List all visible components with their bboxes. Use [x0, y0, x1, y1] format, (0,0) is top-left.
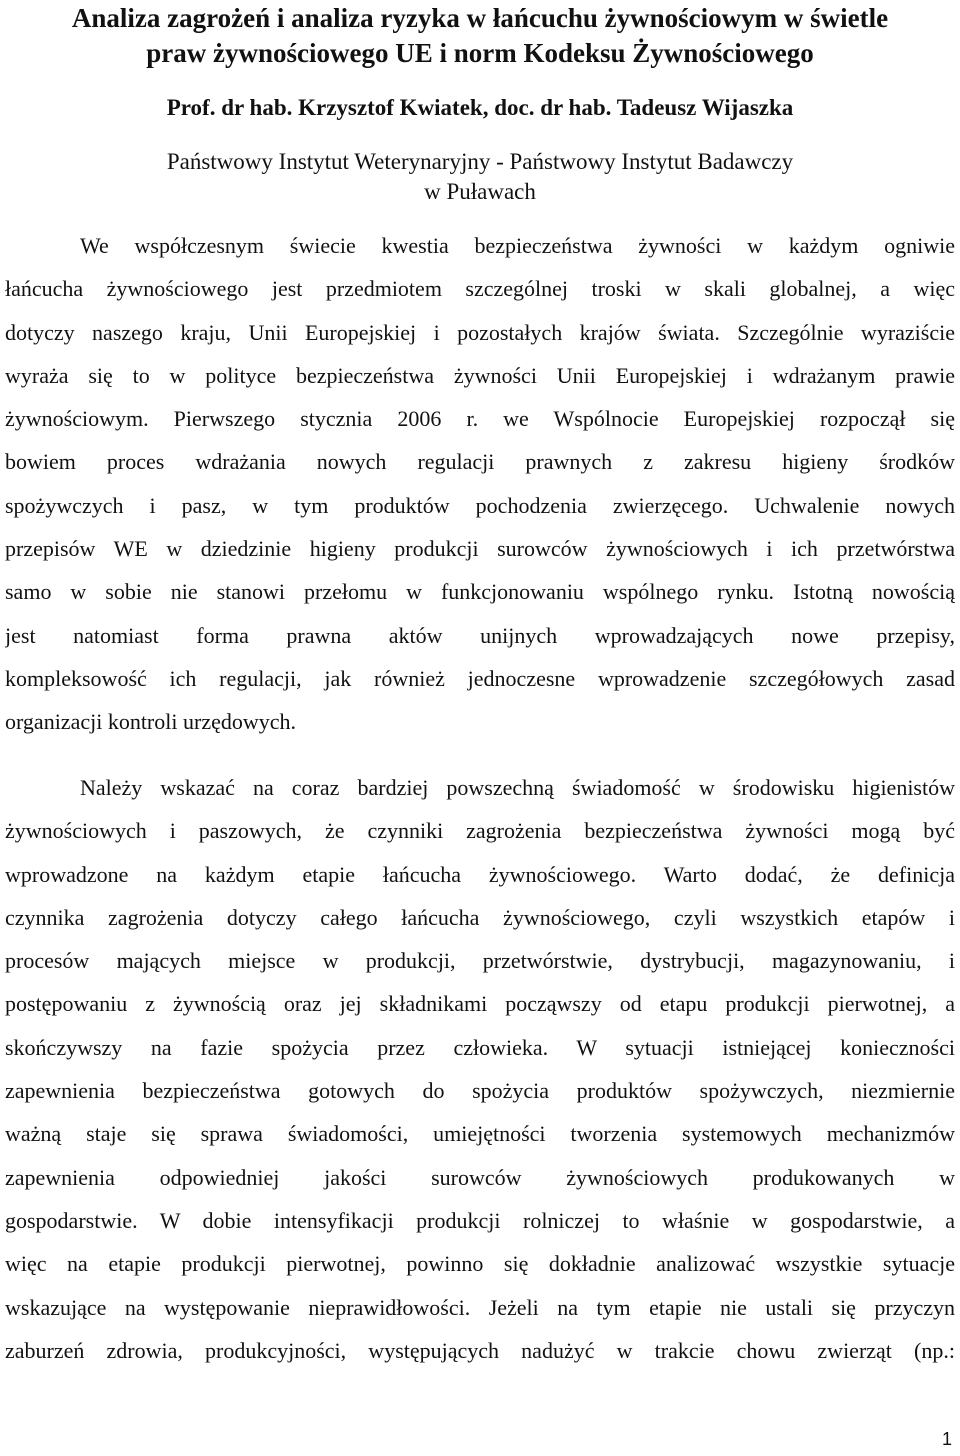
paragraph-line: wyraża się to w polityce bezpieczeństwa żywności Unii Europejskiej i wdrażanym prawie [5, 362, 955, 388]
affiliation-line-2: w Puławach [424, 179, 536, 204]
paragraph-2 [5, 766, 955, 1372]
paragraph-line: dotyczy naszego kraju, Unii Europejskiej i pozostałych krajów świata. Szczególnie wyraziście [5, 319, 955, 345]
paragraph-line: zaburzeń zdrowia, produkcyjności, występujących nadużyć w trakcie chowu zwierząt (np.: [5, 1337, 955, 1363]
paragraph-line: wskazujące na występowanie nieprawidłowości. Jeżeli na tym etapie nie ustali się przyczyn [5, 1294, 955, 1320]
paragraph-line: jest natomiast forma prawna aktów unijnych wprowadzających nowe przepisy, [5, 622, 955, 648]
paragraph-line: zapewnienia bezpieczeństwa gotowych do spożycia produktów spożywczych, niezmiernie [5, 1078, 955, 1104]
paragraph-1 [5, 224, 955, 744]
paragraph-line: żywnościowych i paszowych, że czynniki zagrożenia bezpieczeństwa żywności mogą być [5, 818, 955, 844]
paragraph-line: postępowaniu z żywnością oraz jej składnikami począwszy od etapu produkcji pierwotnej, a [5, 991, 955, 1017]
paragraph-line: samo w sobie nie stanowi przełomu w funkcjonowaniu wspólnego rynku. Istotną nowością [5, 579, 955, 605]
authors: Prof. dr hab. Krzysztof Kwiatek, doc. dr hab. Tadeusz Wijaszka [166, 95, 794, 120]
paragraph-line: We współczesnym świecie kwestia bezpieczeństwa żywności w każdym ogniwie [80, 233, 955, 258]
paragraph-line: spożywczych i pasz, w tym produktów pochodzenia zwierzęcego. Uchwalenie nowych [5, 492, 955, 518]
paragraph-line: kompleksowość ich regulacji, jak również jednoczesne wprowadzenie szczegółowych zasad [5, 665, 955, 691]
affiliation-line-1: Państwowy Instytut Weterynaryjny - Państwowy Instytut Badawczy [166, 149, 794, 174]
paragraph-line: gospodarstwie. W dobie intensyfikacji produkcji rolniczej to właśnie w gospodarstwie, a [5, 1207, 955, 1233]
paragraph-line: więc na etapie produkcji pierwotnej, powinno się dokładnie analizować wszystkie sytuacje [5, 1251, 955, 1277]
document-title [0, 0, 960, 71]
paragraph-line: łańcucha żywnościowego jest przedmiotem szczególnej troski w skali globalnej, a więc [5, 276, 955, 302]
paragraph-line: wprowadzone na każdym etapie łańcucha żywnościowego. Warto dodać, że definicja [5, 861, 955, 887]
title-line-1: Analiza zagrożeń i analiza ryzyka w łańcuchu żywnościowym w świetle [71, 3, 889, 33]
paragraph-line: czynnika zagrożenia dotyczy całego łańcucha żywnościowego, czyli wszystkich etapów i [5, 904, 955, 930]
paragraph-line: zapewnienia odpowiedniej jakości surowców żywnościowych produkowanych w [5, 1164, 955, 1190]
paragraph-line: organizacji kontroli urzędowych. [5, 709, 296, 735]
paragraph-line: przepisów WE w dziedzinie higieny produkcji surowców żywnościowych i ich przetwórstwa [5, 536, 955, 562]
page-number: 1 [941, 1429, 952, 1449]
paragraph-line: Należy wskazać na coraz bardziej powszechną świadomość w środowisku higienistów [80, 775, 955, 800]
title-line-2: praw żywnościowego UE i norm Kodeksu Żywnościowego [146, 38, 814, 68]
paragraph-line: skończywszy na fazie spożycia przez człowieka. W sytuacji istniejącej konieczności [5, 1034, 955, 1060]
paragraph-line: ważną staje się sprawa świadomości, umiejętności tworzenia systemowych mechanizmów [5, 1121, 955, 1147]
paragraph-line: bowiem proces wdrażania nowych regulacji prawnych z zakresu higieny środków [5, 449, 955, 475]
paragraph-line: procesów mających miejsce w produkcji, przetwórstwie, dystrybucji, magazynowaniu, i [5, 948, 955, 974]
paragraph-line: żywnościowym. Pierwszego stycznia 2006 r. we Wspólnocie Europejskiej rozpoczął się [5, 406, 955, 432]
affiliation [0, 147, 960, 207]
